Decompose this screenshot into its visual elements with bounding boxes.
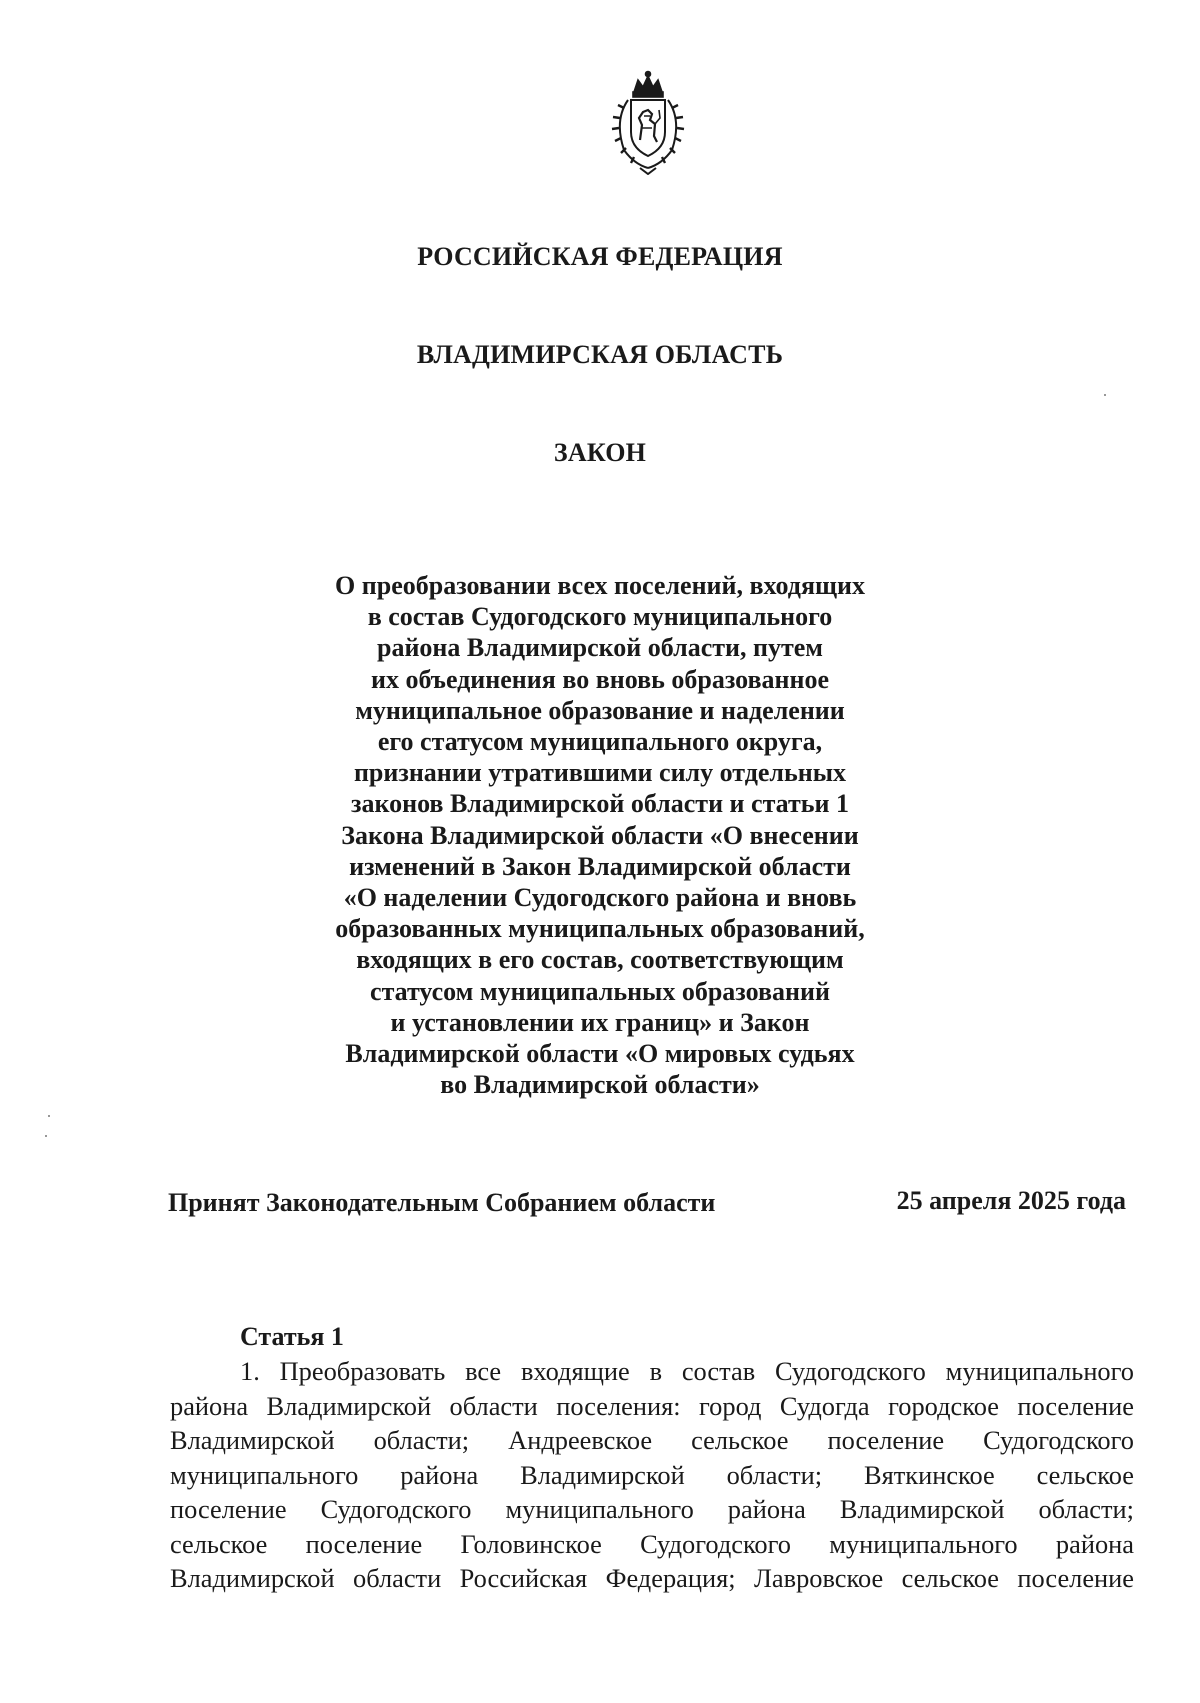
scan-speck [45,1135,47,1137]
article-line: 1. Преобразовать все входящие в состав Судогодского муниципального [240,1356,1134,1386]
article-body [170,1354,1134,1596]
title-line: статусом муниципальных образований [370,976,830,1006]
scan-speck [48,1115,50,1117]
title-line: их объединения во вновь образованное [370,664,830,694]
article-title: Статья 1 [240,1322,344,1351]
article-line: Владимирской области Российская Федерация; Лавровское сельское поселение [170,1563,1134,1593]
title-line: законов Владимирской области и статьи 1 [351,789,849,819]
document-type-heading: ЗАКОН [553,438,647,467]
title-line: Владимирской области «О мировых судьях [345,1039,855,1069]
adoption-label: Принят Законодательным Собранием области [168,1188,716,1217]
federation-heading: РОССИЙСКАЯ ФЕДЕРАЦИЯ [417,242,783,271]
title-line: «О наделении Судогодского района и вновь [343,883,857,913]
article-line: поселение Судогодского муниципального района Владимирской области; [170,1494,1134,1524]
article-line: района Владимирской области поселения: город Судогда городское поселение [170,1390,1134,1421]
title-line: О преобразовании всех поселений, входящих [335,571,865,600]
article-line: сельское поселение Головинское Судогодского муниципального района [170,1528,1134,1559]
title-line: входящих в его состав, соответствующим [356,945,844,975]
title-line: муниципальное образование и наделении [355,695,845,725]
title-line: признании утратившими силу отдельных [353,758,847,788]
title-line: в состав Судогодского муниципального [367,602,833,632]
article-line: Владимирской области; Андреевское сельское поселение Судогодского [170,1425,1134,1455]
title-line: и установлении их границ» и Закон [390,1007,810,1037]
coat-of-arms-icon [604,70,692,175]
adoption-date: 25 апреля 2025 года [896,1186,1126,1215]
title-line: изменений в Закон Владимирской области [349,851,851,881]
article-line: муниципального района Владимирской области; Вяткинское сельское [170,1459,1134,1490]
title-line: района Владимирской области, путем [376,633,824,663]
law-title [300,570,900,1100]
title-line: его статусом муниципального округа, [377,727,823,757]
scan-speck [1104,394,1106,396]
title-line: образованных муниципальных образований, [335,914,865,944]
title-line: Закона Владимирской области «О внесении [341,820,859,850]
region-heading: ВЛАДИМИРСКАЯ ОБЛАСТЬ [416,340,784,369]
title-line: во Владимирской области» [440,1070,760,1100]
